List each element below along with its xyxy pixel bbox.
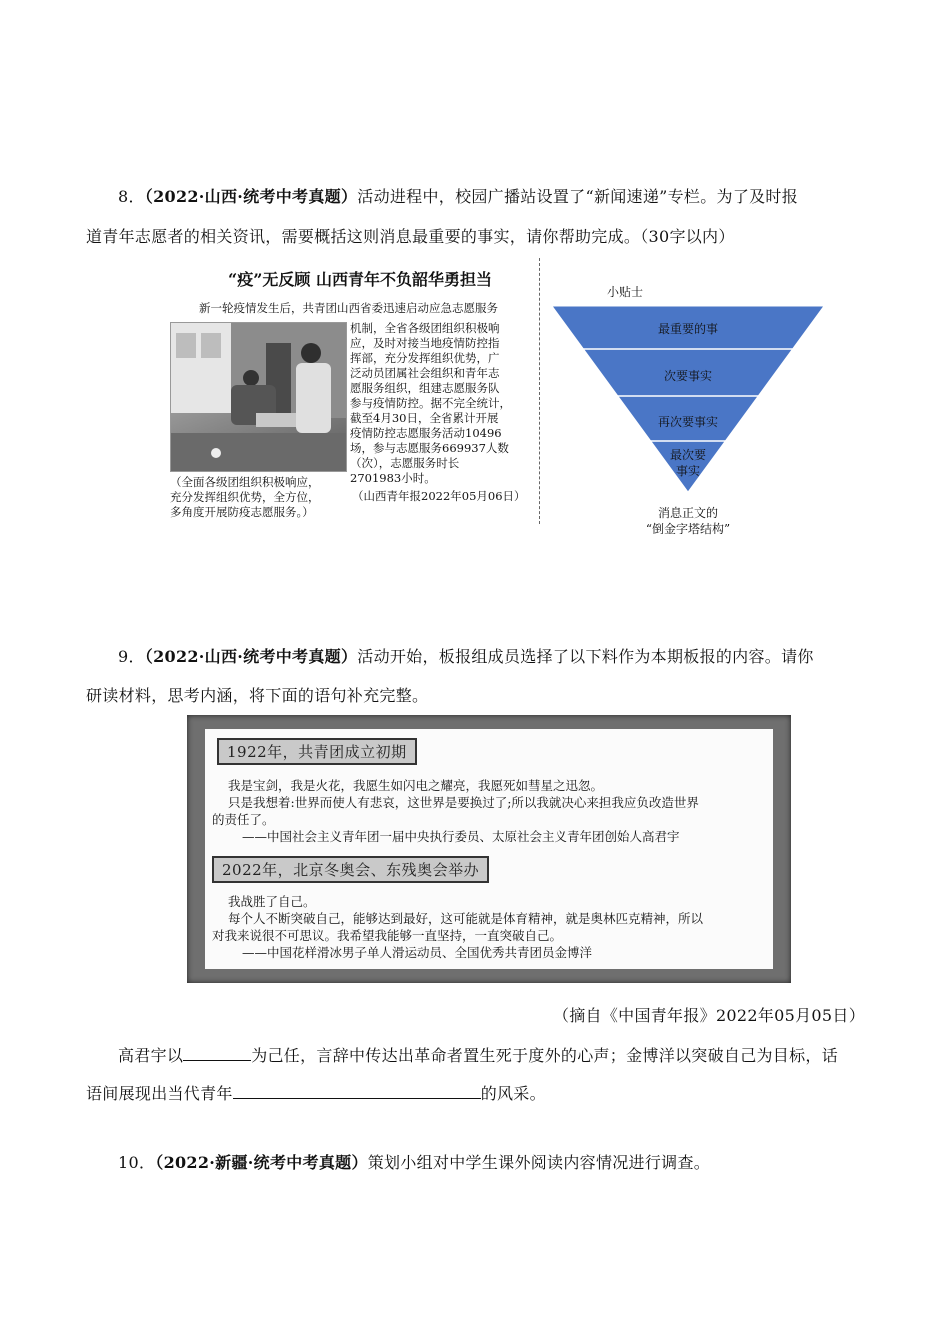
news-body-line: 应，及时对接当地疫情防控指 bbox=[350, 336, 500, 350]
fill-text-d: 的风采。 bbox=[480, 1084, 546, 1103]
q9-number: 9． bbox=[118, 647, 145, 666]
inverted-pyramid bbox=[552, 306, 824, 492]
quote2-line: 每个人不断突破自己，能够达到最好，这可能就是体育精神，就是奥林匹克精神，所以 bbox=[228, 911, 704, 926]
pyramid-caption-line1: 消息正文的 bbox=[657, 506, 718, 520]
board-quote-2 bbox=[212, 893, 772, 961]
news-body-line: （次），志愿服务时长 bbox=[350, 456, 460, 470]
fill-text-c: 语间展现出当代青年 bbox=[86, 1084, 233, 1103]
q10-source: （2022·新疆·统考中考真题） bbox=[155, 1153, 368, 1172]
news-lead: 新一轮疫情发生后，共青团山西省委迅速启动应急志愿服务 bbox=[199, 301, 498, 315]
board-tag-1922: 1922年，共青团成立初期 bbox=[217, 738, 417, 765]
news-body-line: 泛动员团属社会组织和青年志 bbox=[350, 366, 500, 380]
pyramid-caption-line2: “倒金字塔结构” bbox=[645, 522, 731, 536]
q9-source: （2022·山西·统考中考真题） bbox=[144, 647, 358, 666]
pyramid-level-4-line1: 最次要 bbox=[669, 448, 706, 462]
news-photo-caption bbox=[170, 475, 320, 520]
q10-stem-text: 策划小组对中学生课外阅读内容情况进行调查。 bbox=[367, 1153, 711, 1172]
quote1-attribution: ——中国社会主义青年团一届中央执行委员、太原社会主义青年团创始人高君宇 bbox=[242, 829, 680, 844]
news-photo bbox=[170, 322, 347, 472]
quote2-line: 我战胜了自己。 bbox=[228, 894, 316, 909]
quote2-attribution: ——中国花样滑冰男子单人滑运动员、全国优秀共青团员金博洋 bbox=[242, 945, 593, 960]
quote1-line: 只是我想着:世界而使人有悲哀，这世界是要换过了;所以我就决心来担我应负改造世界 bbox=[228, 795, 699, 810]
q9-fill-line2 bbox=[86, 1080, 866, 1106]
news-body-line: 愿服务组织，组建志愿服务队 bbox=[350, 381, 500, 395]
news-body-line: 2701983小时。 bbox=[350, 471, 436, 485]
board-quote-1 bbox=[212, 777, 772, 845]
news-body-line: 参与疫情防控。据不完全统计， bbox=[350, 396, 511, 410]
news-body-line: 机制，全省各级团组织积极响 bbox=[350, 321, 500, 335]
caption-line: （全面各级团组织积极响应， bbox=[170, 475, 320, 489]
answer-blank-1[interactable] bbox=[183, 1042, 251, 1061]
caption-line: 充分发挥组织优势，全方位， bbox=[170, 490, 320, 504]
dashed-divider bbox=[539, 258, 540, 524]
news-title: “疫”无反顾 山西青年不负韶华勇担当 bbox=[228, 270, 492, 289]
q8-stem-line1 bbox=[118, 185, 858, 209]
pyramid-level-3: 再次要事实 bbox=[657, 415, 718, 429]
pyramid-caption bbox=[628, 505, 748, 537]
board-tag-2022: 2022年，北京冬奥会、东残奥会举办 bbox=[212, 856, 489, 883]
q9-stem-line1 bbox=[118, 645, 858, 669]
pyramid-level-1: 最重要的事 bbox=[657, 322, 718, 336]
pyramid-tip-label: 小贴士 bbox=[607, 285, 644, 299]
news-body-line: 疫情防控志愿服务活动10496 bbox=[350, 426, 502, 440]
q8-number: 8． bbox=[118, 187, 145, 206]
q8-stem-line2: 道青年志愿者的相关资讯，需要概括这则消息最重要的事实，请你帮助完成。（30字以内） bbox=[86, 227, 735, 246]
caption-line: 多角度开展防疫志愿服务。） bbox=[170, 505, 314, 519]
news-body bbox=[350, 321, 511, 486]
volunteer-photo-illustration bbox=[171, 323, 346, 471]
news-body-line: 场，参与志愿服务669937人数 bbox=[350, 441, 509, 455]
q10-stem bbox=[118, 1151, 858, 1175]
quote2-line: 对我来说很不可思议。我希望我能够一直坚持，一直突破自己。 bbox=[212, 928, 563, 943]
quote1-line: 我是宝剑，我是火花，我愿生如闪电之耀亮，我愿死如彗星之迅忽。 bbox=[228, 778, 604, 793]
news-body-line: 截至4月30日，全省累计开展 bbox=[350, 411, 499, 425]
q8-source: （2022·山西·统考中考真题） bbox=[144, 187, 358, 206]
answer-blank-2[interactable] bbox=[233, 1080, 481, 1099]
fill-text-a: 高君宇以 bbox=[118, 1046, 184, 1065]
pyramid-level-2: 次要事实 bbox=[663, 369, 712, 383]
quote1-line: 的责任了。 bbox=[212, 812, 275, 827]
q8-stem-text: 活动进程中，校园广播站设置了“新闻速递”专栏。为了及时报 bbox=[357, 187, 799, 206]
news-source: （山西青年报2022年05月06日） bbox=[352, 489, 526, 503]
q9-attribution: （摘自《中国青年报》2022年05月05日） bbox=[552, 1006, 865, 1025]
news-body-line: 挥部，充分发挥组织优势，广 bbox=[350, 351, 500, 365]
pyramid-level-4 bbox=[628, 447, 748, 479]
q10-number: 10． bbox=[118, 1153, 156, 1172]
pyramid-level-4-line2: 事实 bbox=[675, 464, 700, 478]
q9-fill-line1 bbox=[118, 1042, 868, 1068]
q9-stem-line2: 研读材料，思考内涵，将下面的语句补充完整。 bbox=[86, 686, 429, 705]
q9-stem-text: 活动开始，板报组成员选择了以下料作为本期板报的内容。请你 bbox=[357, 647, 814, 666]
fill-text-b: 为己任，言辞中传达出革命者置生死于度外的心声；金博洋以突破自己为目标，话 bbox=[251, 1046, 839, 1065]
